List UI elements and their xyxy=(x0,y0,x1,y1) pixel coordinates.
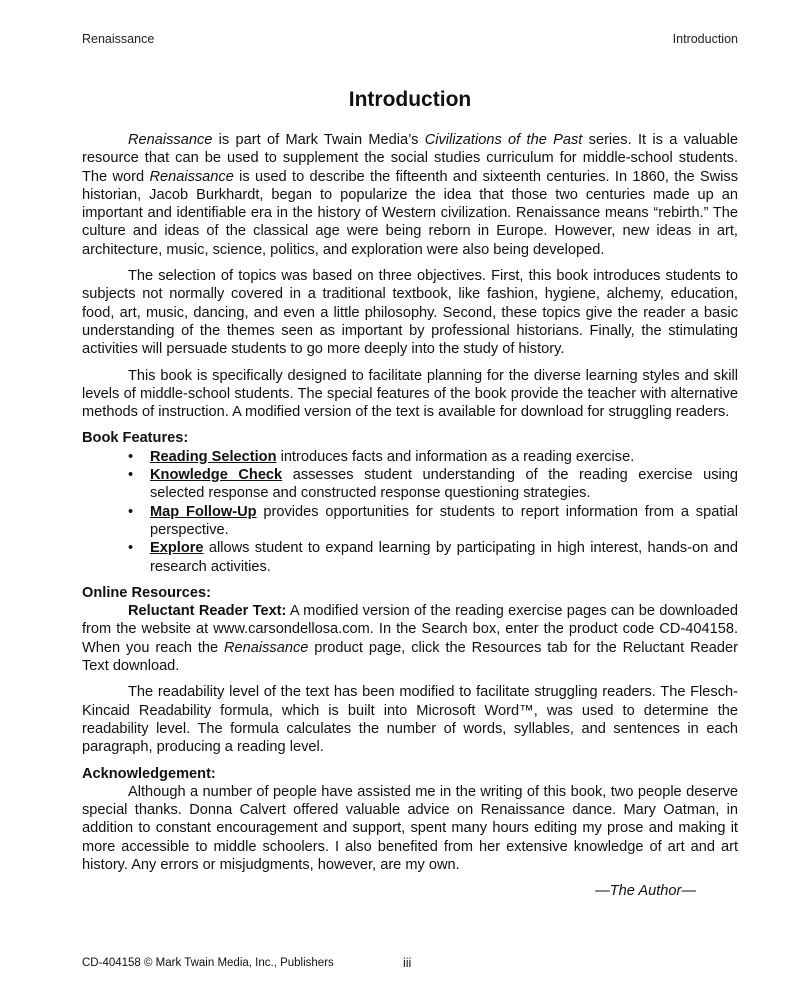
page-number: iii xyxy=(403,956,412,970)
online-resources-paragraph: Reluctant Reader Text: A modified version of the reading exercise pages can be downloaded from the website at www.carsondellosa.com. In the Search box, enter the product code CD-404158. When you reach the Renaissance product page, click the Resources tab for the Reluctant Reader Text download. xyxy=(82,603,738,675)
acknowledgement-paragraph: Although a number of people have assisted me in the writing of this book, two people deserve special thanks. Donna Calvert offered valuable advice on Renaissance dance. Mary Oatman, in addition to constant encouragement and support, spent many hours editing my prose and making it more accessible to middle schoolers. I also benefited from her extensive knowledge of art and art history. Any errors or misjudgments, however, are my own. xyxy=(82,783,738,873)
book-features-heading: Book Features: xyxy=(82,430,189,447)
page-title: Introduction xyxy=(348,88,472,111)
bullet-icon: • xyxy=(128,448,134,465)
bullet-icon: • xyxy=(128,467,134,484)
feature-term: Explore xyxy=(150,540,204,557)
list-item: • Map Follow-Up provides opportunities for students to report information from a spatial perspective. xyxy=(128,503,738,538)
list-item: • Explore allows student to expand learning by participating in high interest, hands-on and research activities. xyxy=(128,540,738,575)
feature-term: Knowledge Check xyxy=(150,467,283,484)
intro-paragraph-3: This book is specifically designed to facilitate planning for the diverse learning styles and skill levels of middle-school students. The special features of the book provide the teacher with alternative methods of instruction. A modified version of the text is available for download for struggling readers. xyxy=(82,367,738,421)
feature-term: Map Follow-Up xyxy=(150,503,257,520)
intro-paragraph-2: The selection of topics was based on three objectives. First, this book introduces students to subjects not normally covered in a traditional textbook, like fashion, hygiene, alchemy, education, food, art, music, dancing, and even a little philosophy. Second, these topics give the reader a basic understanding of the themes seen as important by professional historians. Finally, the stimulating activities will persuade students to go more deeply into the study of history. xyxy=(82,268,738,358)
reluctant-reader-lead: Reluctant Reader Text: xyxy=(128,603,287,620)
body-text xyxy=(82,131,738,901)
bullet-icon: • xyxy=(128,540,134,557)
list-item: • Reading Selection introduces facts and information as a reading exercise. xyxy=(128,448,635,465)
book-title-italic: Renaissance xyxy=(128,132,213,148)
feature-term: Reading Selection xyxy=(150,448,277,465)
bullet-icon: • xyxy=(128,503,134,520)
series-title-italic: Civilizations of the Past xyxy=(424,132,583,148)
author-signature: —The Author— xyxy=(595,883,696,900)
footer-copyright: CD-404158 © Mark Twain Media, Inc., Publishers xyxy=(82,957,334,969)
book-features-list xyxy=(82,448,738,576)
online-resources-heading: Online Resources: xyxy=(82,584,211,601)
acknowledgement-heading: Acknowledgement: xyxy=(82,765,216,782)
readability-paragraph: The readability level of the text has been modified to facilitate struggling readers. The Flesch-Kincaid Readability formula, which is built into Microsoft Word™, was used to determine the readability level. The formula calculates the number of words, syllables, and sentences in each paragraph, producing a reading level. xyxy=(82,684,738,756)
running-header-right: Introduction xyxy=(672,32,738,46)
running-header-left: Renaissance xyxy=(82,32,155,46)
intro-paragraph-1: Renaissance is part of Mark Twain Media’s Civilizations of the Past series. It is a valuable resource that can be used to supplement the social studies curriculum for middle-school students. The word Renaissance is used to describe the fifteenth and sixteenth centuries. In 1860, the Swiss historian, Jacob Burkhardt, began to popularize the idea that those two centuries made up an important and identifiable era in the history of Western civilization. Renaissance means “rebirth.” The culture and ideas of the classical age were being reborn in Europe. However, new ideas in art, architecture, music, science, politics, and exploration were also being developed. xyxy=(82,132,739,258)
list-item: • Knowledge Check assesses student understanding of the reading exercise using selected response and constructed response questioning strategies. xyxy=(128,467,738,502)
